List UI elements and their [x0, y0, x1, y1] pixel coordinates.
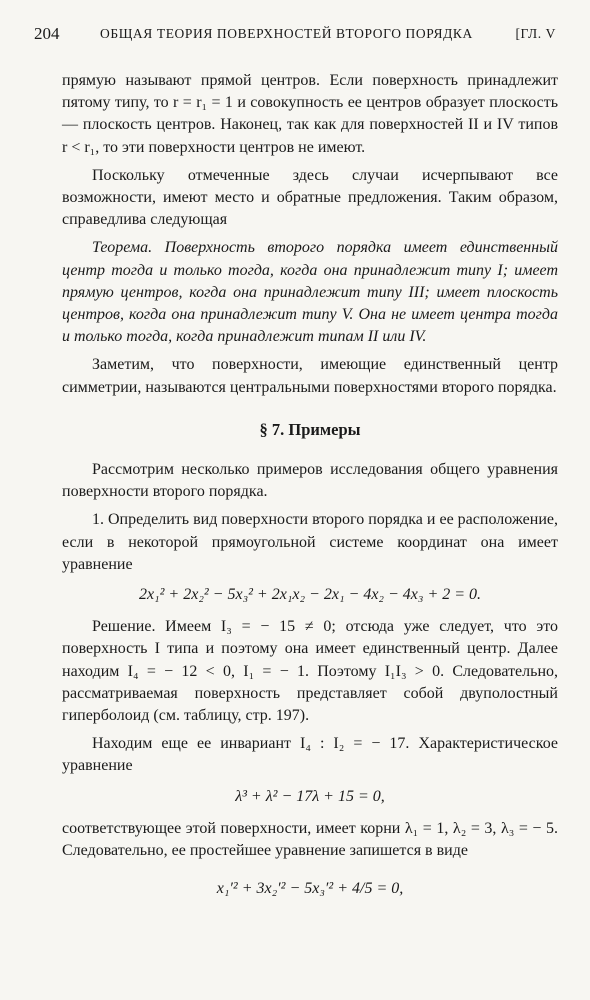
theorem-paragraph: Теорема. Поверхность второго порядка имеет единственный центр тогда и только тогда, когда она принадлежит типу I; имеет прямую центров, когда она принадлежит типу III; имеет плоскость центров, когда она принадлежит типу V. Она не имеет центра тогда и только тогда, когда принадлежит типам II или IV.: [62, 239, 559, 346]
solution-paragraph: Решение. Имеем I₃ = − 15 ≠ 0; отсюда уже следует, что это поверхность I типа и поэтому она имеет единственный центр. Далее находим I₄ = − 12 < 0, I₁ = − 1. Поэтому I₁I₃ > 0. Следовательно, рассматриваемая поверхность представляет собой двуполостный гиперболоид (см. таблицу, стр. 197).: [62, 618, 558, 725]
paragraph-8: соответствующее этой поверхности, имеет корни λ₁ = 1, λ₂ = 3, λ₃ = − 5. Следовательно, ее простейшее уравнение запишется в виде: [62, 819, 558, 860]
equation-3: x₁′² + 3x₂′² − 5x₃′² + 4/5 = 0,: [216, 880, 404, 898]
paragraph-5: 1. Определить вид поверхности второго порядка и ее расположение, если в некоторой прямоугольной системе координат она имеет уравнение: [62, 511, 558, 573]
chapter-marker: [ГЛ. V: [515, 26, 556, 41]
paragraph-3: Заметим, что поверхности, имеющие единственный центр симметрии, называются центральными поверхностями второго порядка.: [62, 356, 558, 396]
paragraph-1: прямую называют прямой центров. Если поверхность принадлежит пятому типу, то r = r₁ = 1 и совокупность ее центров образует плоскость — плоскость центров. Наконец, так как для поверхностей II и IV типов r < r₁, то эти поверхности центров не имеют.: [62, 72, 558, 156]
paragraph-2: Поскольку отмеченные здесь случаи исчерпывают все возможности, имеют место и обратные предложения. Таким образом, справедлива следующая: [62, 166, 558, 229]
equation-2: λ³ + λ² − 17λ + 15 = 0,: [235, 787, 385, 805]
running-title: ОБЩАЯ ТЕОРИЯ ПОВЕРХНОСТЕЙ ВТОРОГО ПОРЯДКА: [100, 26, 473, 41]
page-number: 204: [34, 24, 60, 43]
page-header: [34, 24, 556, 46]
section-title: § 7. Примеры: [259, 419, 361, 439]
equation-1: 2x₁² + 2x₂² − 5x₃² + 2x₁x₂ − 2x₁ − 4x₂ − 4x₃ + 2 = 0.: [138, 586, 482, 604]
paragraph-4: Рассмотрим несколько примеров исследования общего уравнения поверхности второго порядка.: [62, 461, 558, 501]
paragraph-7: Находим еще ее инвариант I₄ : I₂ = − 17. Характеристическое уравнение: [62, 735, 558, 775]
page-body: [62, 70, 558, 911]
